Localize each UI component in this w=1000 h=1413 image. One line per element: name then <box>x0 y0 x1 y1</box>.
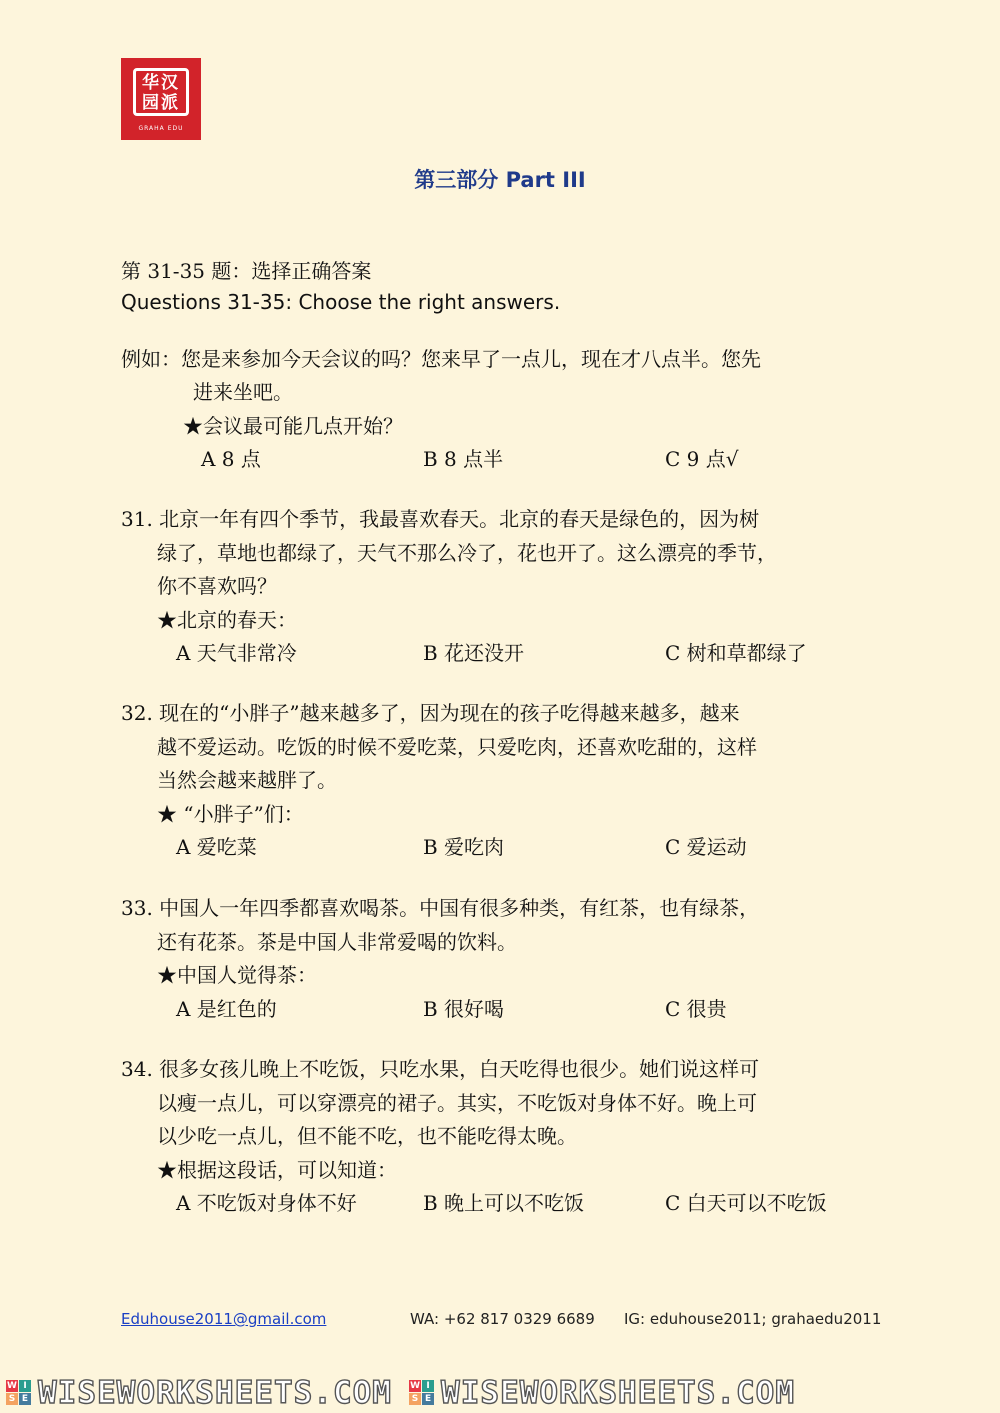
q32-option-b[interactable]: B 爱吃肉 <box>423 835 505 859</box>
footer-instagram: IG: eduhouse2011; grahaedu2011 <box>624 1310 882 1328</box>
instructions-en: Questions 31-35: Choose the right answers. <box>121 290 561 314</box>
example-text-line-1: 例如：您是来参加今天会议的吗？您来早了一点儿，现在才八点半。您先 <box>121 347 761 371</box>
q32-line-2: 越不爱运动。吃饭的时候不爱吃菜，只爱吃肉，还喜欢吃甜的，这样 <box>157 735 757 759</box>
q33-question: ★中国人觉得茶： <box>157 963 317 987</box>
logo <box>121 58 201 140</box>
q34-option-b[interactable]: B 晚上可以不吃饭 <box>423 1191 585 1215</box>
q33-line-2: 还有花茶。茶是中国人非常爱喝的饮料。 <box>157 930 517 954</box>
q33-option-a[interactable]: A 是红色的 <box>176 997 277 1021</box>
q34-line-3: 以少吃一点儿，但不能不吃，也不能吃得太晚。 <box>157 1124 577 1148</box>
q32-line-3: 当然会越来越胖了。 <box>157 768 337 792</box>
q33-option-b[interactable]: B 很好喝 <box>423 997 505 1021</box>
watermark-text: WISEWORKSHEETS.COM <box>441 1375 795 1411</box>
q31-line-2: 绿了，草地也都绿了，天气不那么冷了，花也开了。这么漂亮的季节， <box>157 541 777 565</box>
watermark-text: WISEWORKSHEETS.COM <box>38 1375 392 1411</box>
logo-subtitle: GRAHA EDU <box>138 125 184 132</box>
q34-question: ★根据这段话，可以知道： <box>157 1158 397 1182</box>
wise-badge-icon: W I S E <box>6 1380 32 1406</box>
example-option-c: C 9 点√ <box>665 447 739 471</box>
q33-line-1: 33. 中国人一年四季都喜欢喝茶。中国有很多种类，有红茶，也有绿茶， <box>121 896 760 920</box>
q31-question: ★北京的春天： <box>157 608 297 632</box>
q32-line-1: 32. 现在的“小胖子”越来越多了，因为现在的孩子吃得越来越多，越来 <box>121 701 740 725</box>
q34-option-a[interactable]: A 不吃饭对身体不好 <box>176 1191 357 1215</box>
q31-option-c[interactable]: C 树和草都绿了 <box>665 641 807 665</box>
instructions-zh: 第 31-35 题：选择正确答案 <box>121 259 372 283</box>
q34-option-c[interactable]: C 白天可以不吃饭 <box>665 1191 827 1215</box>
page-title: 第三部分 Part III <box>414 168 586 192</box>
example-text-line-2: 进来坐吧。 <box>193 380 293 404</box>
q31-line-1: 31. 北京一年有四个季节，我最喜欢春天。北京的春天是绿色的，因为树 <box>121 507 760 531</box>
q31-option-a[interactable]: A 天气非常冷 <box>176 641 297 665</box>
q32-option-c[interactable]: C 爱运动 <box>665 835 747 859</box>
footer-email[interactable] <box>121 1310 326 1328</box>
example-option-b: B 8 点半 <box>423 447 504 471</box>
wise-badge-icon: W I S E <box>409 1380 435 1406</box>
example-option-a: A 8 点 <box>201 447 261 471</box>
watermark-strip <box>0 1375 1000 1413</box>
email-link[interactable]: Eduhouse2011@gmail.com <box>121 1310 327 1328</box>
logo-characters: 华汉 园派 <box>133 68 189 116</box>
q32-option-a[interactable]: A 爱吃菜 <box>176 835 257 859</box>
q31-option-b[interactable]: B 花还没开 <box>423 641 525 665</box>
q32-question: ★ “小胖子”们： <box>157 802 304 826</box>
q34-line-1: 34. 很多女孩儿晚上不吃饭，只吃水果，白天吃得也很少。她们说这样可 <box>121 1057 760 1081</box>
watermark-segment <box>0 1375 392 1411</box>
q34-line-2: 以瘦一点儿，可以穿漂亮的裙子。其实，不吃饭对身体不好。晚上可 <box>157 1091 757 1115</box>
example-question: ★会议最可能几点开始？ <box>183 414 403 438</box>
footer-whatsapp: WA: +62 817 0329 6689 <box>410 1310 595 1328</box>
q31-line-3: 你不喜欢吗？ <box>157 574 277 598</box>
q33-option-c[interactable]: C 很贵 <box>665 997 727 1021</box>
watermark-segment <box>403 1375 795 1411</box>
